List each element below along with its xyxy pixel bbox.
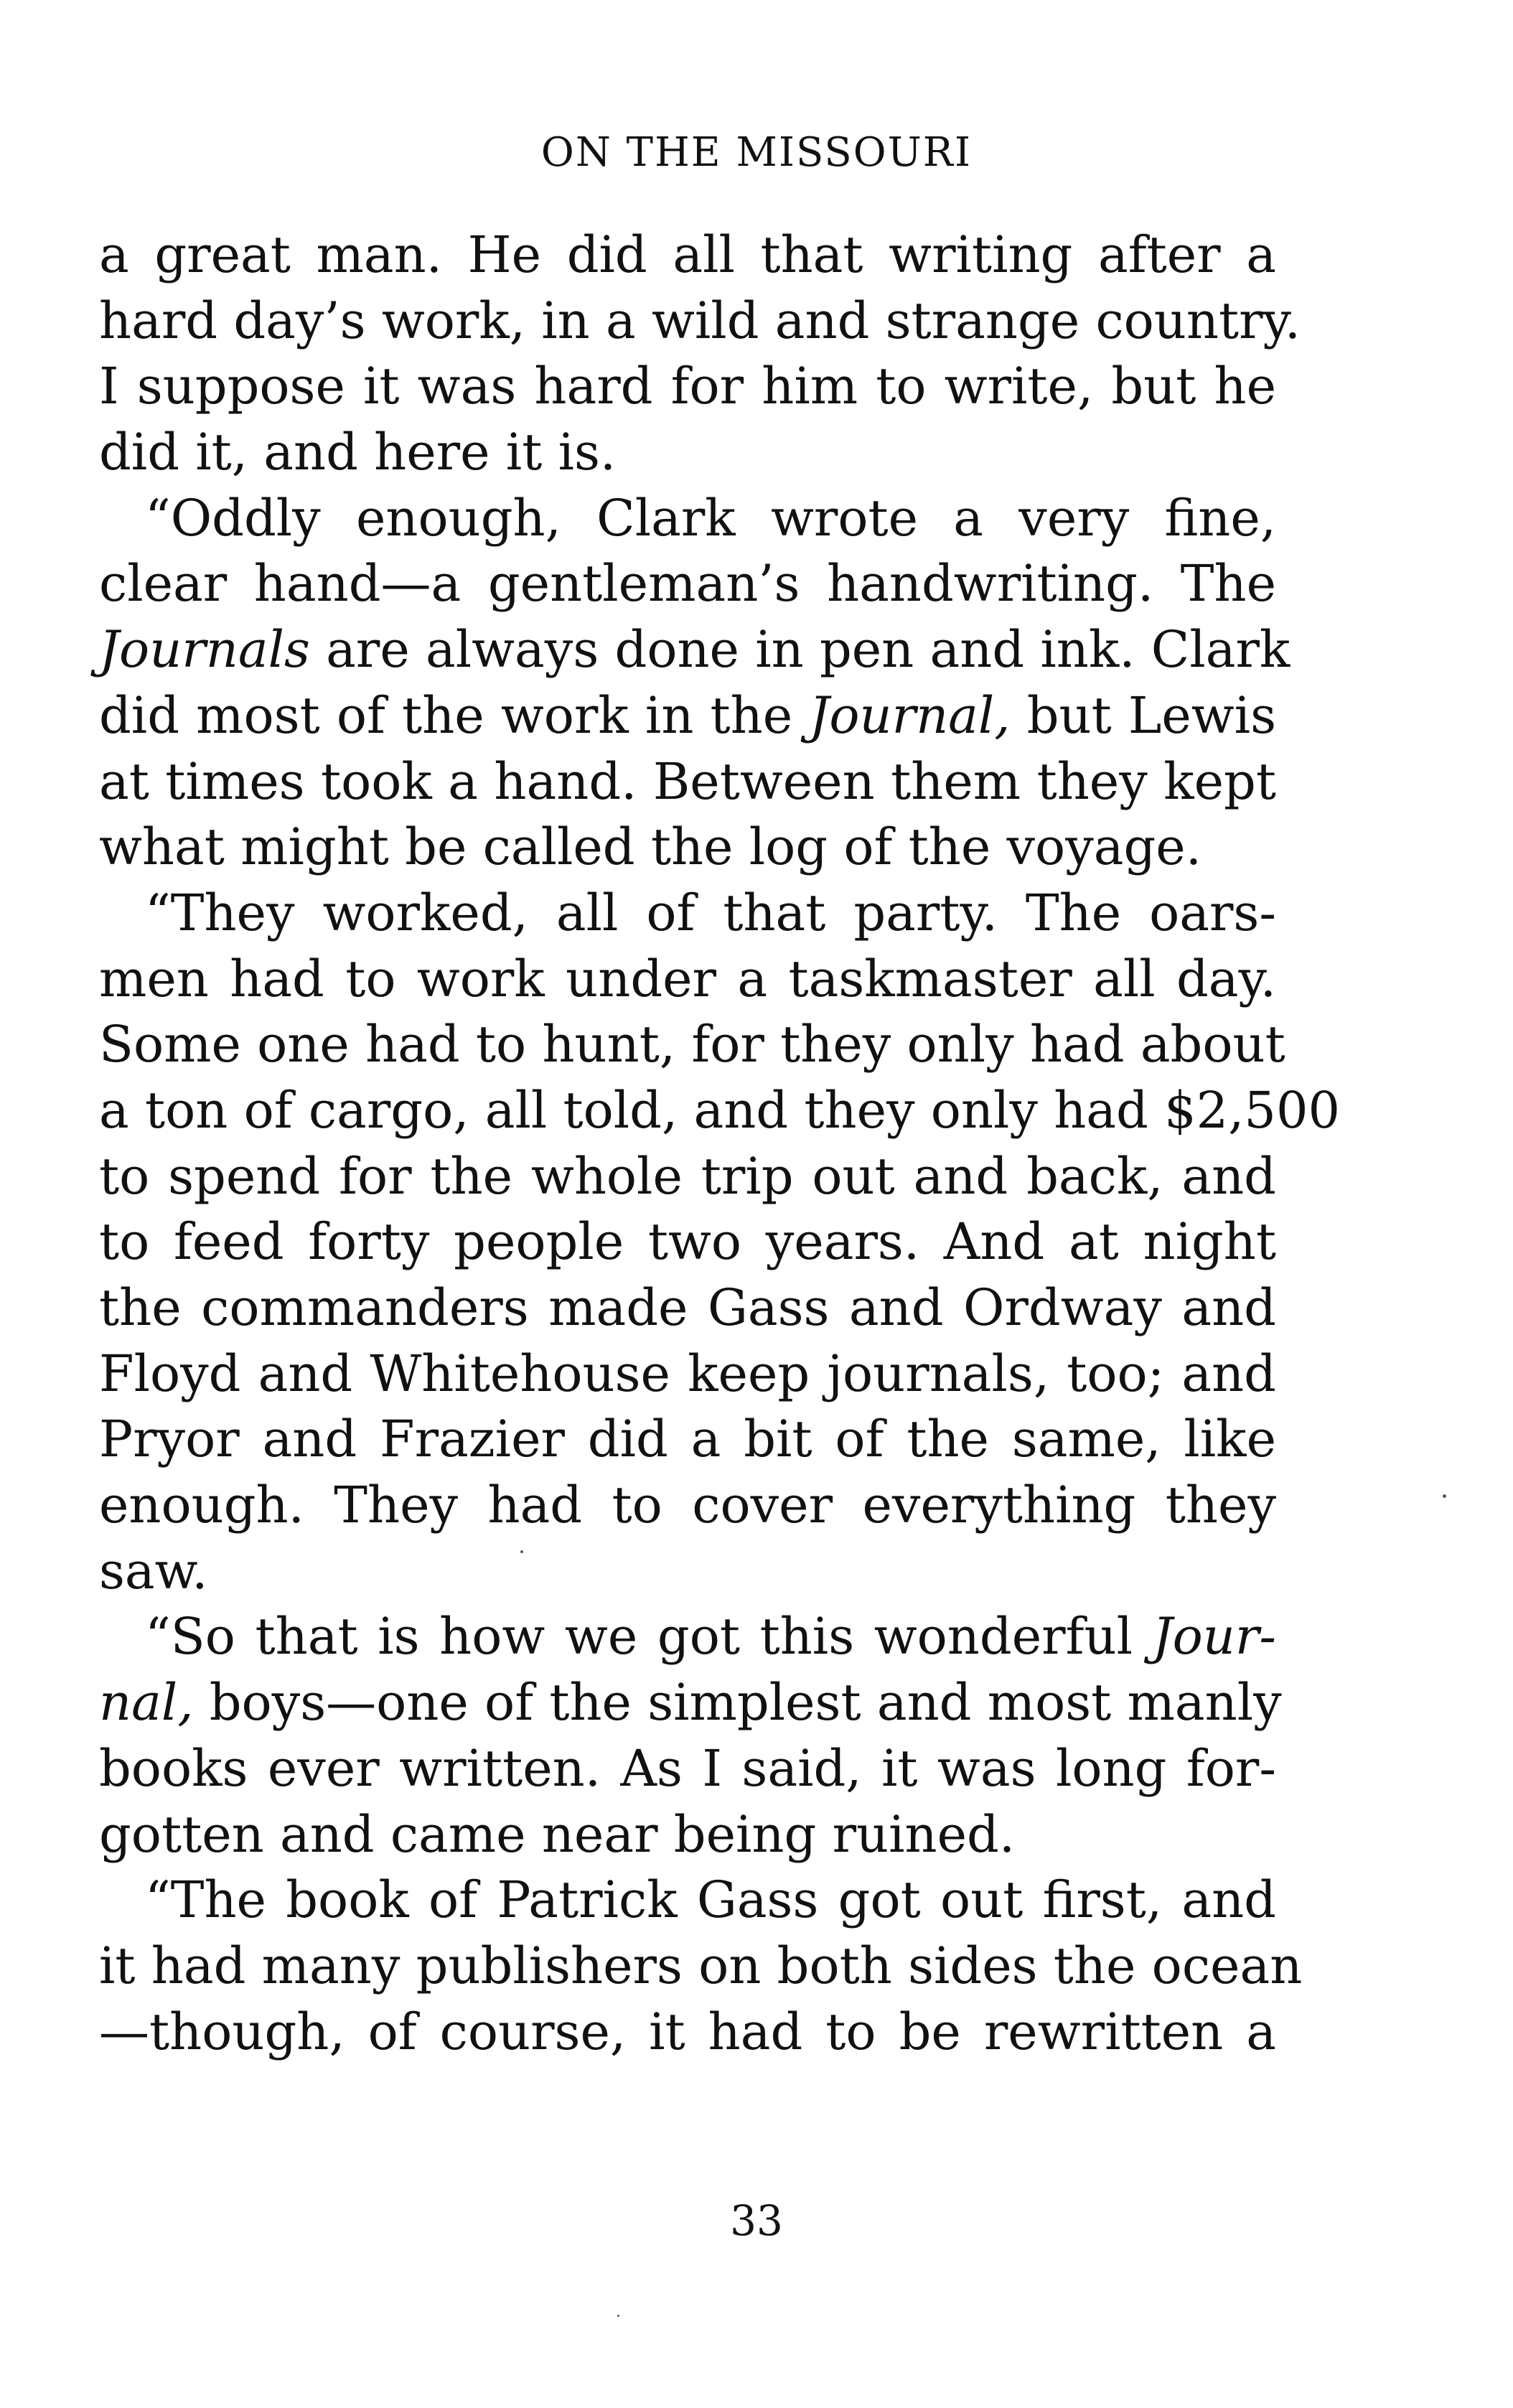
text-line: “So that is how we got this wonderful Jour- (145, 1607, 1276, 1667)
text-line: —though, of course, it had to be rewritten a (99, 2002, 1276, 2061)
text-line: “The book of Patrick Gass got out first, and (145, 1870, 1276, 1930)
text-line: enough. They had to cover everything they (99, 1476, 1276, 1535)
text-line: Journals are always done in pen and ink. Clark (99, 620, 1290, 680)
text-line: did it, and here it is. (99, 423, 617, 482)
text-line: at times took a hand. Between them they kept (99, 751, 1276, 811)
text-line: I suppose it was hard for him to write, but he (99, 357, 1276, 416)
text-line: “They worked, all of that party. The oars- (145, 883, 1276, 942)
italic-title: Journals (99, 620, 310, 680)
ink-speck (617, 2315, 619, 2317)
text-line: a great man. He did all that writing after a (99, 225, 1276, 284)
text-line: men had to work under a taskmaster all day. (99, 949, 1276, 1008)
body-text (99, 222, 1341, 2065)
text-line: a ton of cargo, all told, and they only had $2,500 (99, 1080, 1341, 1140)
text-line: nal, boys—one of the simplest and most manly (99, 1673, 1282, 1733)
text-line: Pryor and Frazier did a bit of the same, like (99, 1410, 1276, 1469)
text-line: hard day’s work, in a wild and strange country. (99, 291, 1301, 350)
text-line: gotten and came near being ruined. (99, 1804, 1016, 1864)
italic-title: Journal, (809, 685, 1011, 745)
italic-title: Jour- (1152, 1607, 1276, 1667)
text-line: clear hand—a gentleman’s handwriting. The (99, 554, 1276, 614)
text-line: it had many publishers on both sides the ocean (99, 1936, 1303, 1995)
running-head: ON THE MISSOURI (540, 129, 973, 176)
text-line: to feed forty people two years. And at night (99, 1212, 1276, 1272)
text-line: what might be called the log of the voyage. (99, 817, 1202, 877)
ink-speck (520, 1550, 523, 1553)
text-line: saw. (99, 1541, 208, 1601)
italic-title: nal, (99, 1673, 194, 1733)
text-line: to spend for the whole trip out and back, and (99, 1146, 1276, 1206)
text-line: the commanders made Gass and Ordway and (99, 1278, 1276, 1337)
text-line: books ever written. As I said, it was long for- (99, 1738, 1276, 1798)
text-line: Some one had to hunt, for they only had about (99, 1015, 1285, 1074)
ink-speck (1443, 1494, 1446, 1498)
page-number: 33 (730, 2196, 783, 2245)
text-line: “Oddly enough, Clark wrote a very fine, (145, 488, 1276, 548)
text-line: Floyd and Whitehouse keep journals, too; and (99, 1344, 1276, 1403)
text-line: did most of the work in the Journal, but Lewis (99, 685, 1276, 745)
